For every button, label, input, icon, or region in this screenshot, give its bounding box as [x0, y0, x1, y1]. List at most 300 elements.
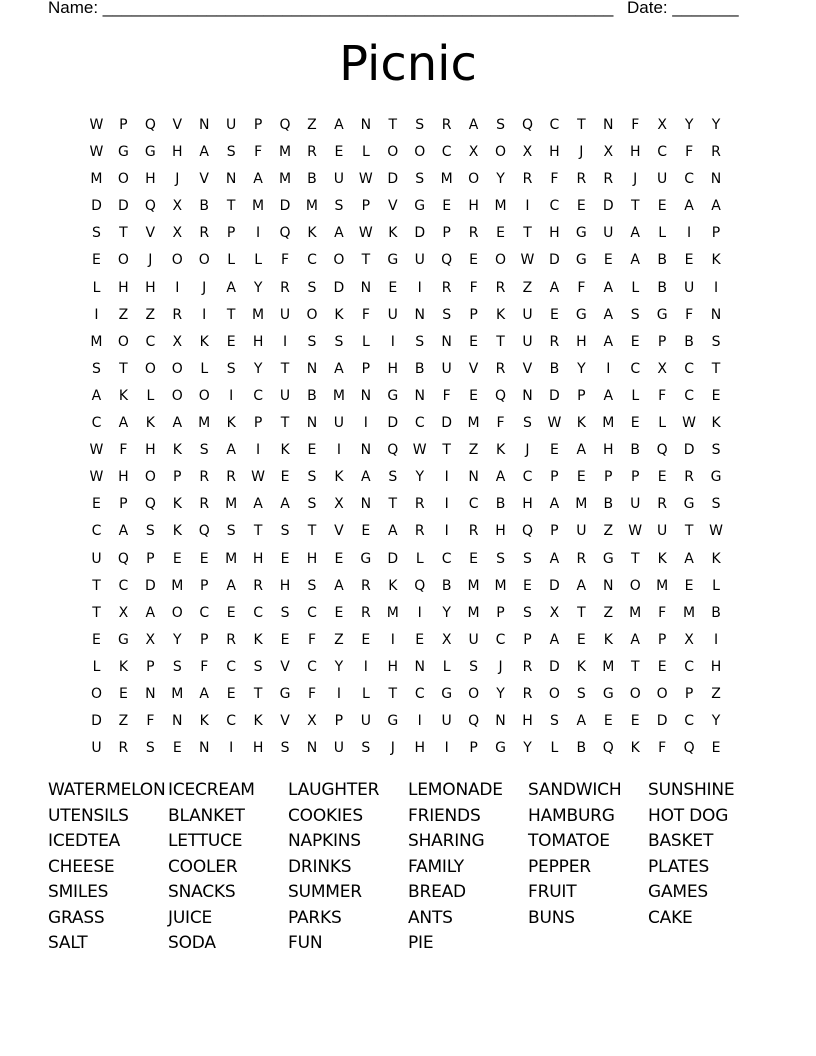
grid-letter[interactable]: S [226, 523, 236, 540]
grid-letter[interactable]: X [172, 198, 183, 215]
grid-letter[interactable]: M [171, 577, 184, 594]
grid-letter[interactable]: G [575, 225, 587, 242]
grid-letter[interactable]: N [306, 360, 318, 377]
grid-letter[interactable]: L [658, 415, 667, 432]
grid-letter[interactable]: R [226, 631, 237, 648]
grid-letter[interactable]: D [279, 198, 291, 215]
grid-letter[interactable]: R [226, 469, 237, 486]
grid-letter[interactable]: S [307, 577, 317, 594]
grid-letter[interactable]: F [685, 306, 694, 323]
grid-letter[interactable]: S [630, 306, 640, 323]
grid-letter[interactable]: T [388, 496, 398, 513]
grid-letter[interactable]: X [172, 225, 183, 242]
grid-letter[interactable]: T [496, 333, 505, 350]
grid-letter[interactable]: P [119, 496, 128, 513]
grid-letter[interactable]: N [360, 387, 372, 404]
grid-letter[interactable]: U [603, 225, 614, 242]
grid-letter[interactable]: N [710, 306, 722, 323]
grid-letter[interactable]: F [119, 442, 128, 459]
grid-letter[interactable]: Y [496, 685, 505, 702]
grid-letter[interactable]: M [602, 415, 615, 432]
grid-letter[interactable]: F [685, 144, 694, 161]
grid-letter[interactable]: X [657, 117, 667, 133]
grid-letter[interactable]: W [89, 469, 104, 486]
grid-letter[interactable]: C [684, 713, 694, 730]
grid-letter[interactable]: S [307, 469, 317, 486]
grid-letter[interactable]: P [657, 631, 667, 648]
grid-letter[interactable]: P [711, 225, 721, 242]
grid-letter[interactable]: O [468, 685, 480, 702]
grid-letter[interactable]: M [278, 171, 292, 188]
grid-letter[interactable]: A [118, 523, 129, 540]
grid-letter[interactable]: E [711, 740, 721, 757]
grid-letter[interactable]: P [657, 333, 667, 350]
grid-letter[interactable]: M [252, 198, 265, 215]
grid-letter[interactable]: E [657, 198, 667, 215]
grid-letter[interactable]: H [710, 658, 722, 675]
grid-letter[interactable]: B [199, 198, 210, 215]
grid-letter[interactable]: Q [279, 225, 291, 242]
grid-letter[interactable]: K [172, 496, 182, 513]
grid-letter[interactable]: E [657, 658, 667, 675]
grid-letter[interactable]: E [307, 442, 317, 459]
grid-letter[interactable]: M [225, 496, 238, 513]
grid-letter[interactable]: F [550, 171, 559, 188]
grid-letter[interactable]: N [145, 685, 156, 702]
grid-letter[interactable]: R [576, 171, 587, 188]
grid-letter[interactable]: A [495, 469, 506, 486]
grid-letter[interactable]: T [630, 550, 640, 567]
grid-letter[interactable]: H [387, 360, 399, 377]
grid-letter[interactable]: E [603, 713, 613, 730]
grid-letter[interactable]: I [229, 387, 234, 404]
grid-letter[interactable]: E [199, 550, 209, 567]
grid-letter[interactable]: U [441, 713, 452, 730]
grid-letter[interactable]: F [631, 117, 640, 133]
grid-letter[interactable]: S [415, 117, 425, 133]
grid-letter[interactable]: B [495, 496, 506, 513]
grid-letter[interactable]: S [523, 415, 532, 432]
grid-letter[interactable]: A [253, 171, 263, 188]
grid-letter[interactable]: D [387, 550, 399, 567]
grid-letter[interactable]: J [148, 252, 153, 269]
grid-letter[interactable]: W [709, 523, 723, 540]
grid-letter[interactable]: U [91, 740, 102, 757]
grid-letter[interactable]: U [387, 306, 398, 323]
grid-letter[interactable]: N [468, 469, 479, 486]
grid-letter[interactable]: W [89, 117, 104, 133]
grid-letter[interactable]: E [469, 550, 479, 567]
grid-letter[interactable]: K [495, 442, 506, 459]
grid-letter[interactable]: E [118, 685, 128, 702]
grid-letter[interactable]: E [469, 387, 479, 404]
grid-letter[interactable]: K [172, 442, 182, 459]
grid-letter[interactable]: K [495, 306, 506, 323]
grid-letter[interactable]: S [307, 333, 317, 350]
grid-letter[interactable]: H [145, 279, 156, 296]
grid-letter[interactable]: W [628, 523, 643, 540]
grid-letter[interactable]: G [117, 631, 129, 648]
grid-letter[interactable]: C [253, 387, 263, 404]
grid-letter[interactable]: K [576, 658, 586, 675]
grid-letter[interactable]: A [630, 225, 640, 242]
grid-letter[interactable]: V [334, 523, 344, 540]
grid-letter[interactable]: W [412, 442, 427, 459]
grid-letter[interactable]: D [387, 171, 399, 188]
grid-letter[interactable]: P [253, 415, 263, 432]
grid-letter[interactable]: F [577, 279, 586, 296]
grid-letter[interactable]: S [334, 333, 344, 350]
grid-letter[interactable]: O [171, 604, 183, 621]
grid-letter[interactable]: M [575, 496, 588, 513]
grid-letter[interactable]: C [684, 658, 694, 675]
grid-letter[interactable]: D [549, 387, 560, 404]
grid-letter[interactable]: J [633, 171, 638, 188]
grid-letter[interactable]: C [495, 631, 506, 648]
grid-letter[interactable]: W [89, 144, 104, 161]
grid-letter[interactable]: R [441, 279, 452, 296]
grid-letter[interactable]: R [199, 469, 210, 486]
grid-letter[interactable]: A [603, 279, 614, 296]
grid-letter[interactable]: C [684, 171, 694, 188]
grid-letter[interactable]: A [280, 496, 290, 513]
grid-letter[interactable]: O [144, 360, 156, 377]
grid-letter[interactable]: C [145, 333, 156, 350]
grid-letter[interactable]: U [657, 171, 668, 188]
grid-letter[interactable]: M [467, 604, 480, 621]
date-field[interactable]: Date: _______ [627, 0, 739, 17]
grid-letter[interactable]: Q [656, 442, 668, 459]
grid-letter[interactable]: E [92, 496, 101, 513]
grid-letter[interactable]: B [630, 442, 641, 459]
grid-letter[interactable]: S [415, 333, 425, 350]
grid-letter[interactable]: Q [387, 442, 399, 459]
grid-letter[interactable]: R [711, 144, 721, 161]
grid-letter[interactable]: R [172, 306, 183, 323]
grid-letter[interactable]: A [684, 550, 694, 567]
grid-letter[interactable]: R [199, 225, 210, 242]
grid-letter[interactable]: R [495, 360, 506, 377]
grid-letter[interactable]: A [334, 117, 344, 133]
grid-letter[interactable]: P [684, 685, 694, 702]
grid-letter[interactable]: L [254, 252, 262, 269]
grid-letter[interactable]: S [92, 225, 101, 242]
grid-letter[interactable]: H [118, 279, 129, 296]
grid-letter[interactable]: K [603, 631, 613, 648]
grid-letter[interactable]: E [172, 740, 182, 757]
grid-letter[interactable]: D [549, 577, 560, 594]
grid-letter[interactable]: M [252, 306, 265, 323]
grid-letter[interactable]: M [467, 415, 480, 432]
grid-letter[interactable]: G [575, 306, 587, 323]
grid-letter[interactable]: F [469, 279, 478, 296]
grid-letter[interactable]: P [577, 387, 586, 404]
grid-letter[interactable]: M [90, 171, 103, 188]
grid-letter[interactable]: C [414, 415, 425, 432]
grid-letter[interactable]: M [386, 604, 399, 621]
grid-letter[interactable]: U [279, 387, 291, 404]
grid-letter[interactable]: N [603, 577, 614, 594]
grid-letter[interactable]: R [360, 604, 371, 621]
grid-letter[interactable]: C [522, 469, 533, 486]
grid-letter[interactable]: D [549, 252, 560, 269]
grid-letter[interactable]: S [361, 740, 371, 757]
grid-letter[interactable]: W [89, 442, 104, 459]
grid-letter[interactable]: I [390, 631, 395, 648]
grid-letter[interactable]: L [200, 360, 209, 377]
grid-letter[interactable]: H [549, 144, 560, 161]
grid-letter[interactable]: K [711, 550, 721, 567]
grid-letter[interactable]: O [144, 469, 156, 486]
grid-letter[interactable]: D [656, 713, 668, 730]
grid-letter[interactable]: M [198, 415, 211, 432]
grid-letter[interactable]: O [548, 685, 560, 702]
grid-letter[interactable]: U [333, 171, 345, 188]
grid-letter[interactable]: Z [334, 631, 344, 648]
grid-letter[interactable]: U [414, 252, 425, 269]
grid-letter[interactable]: N [225, 171, 237, 188]
grid-letter[interactable]: N [198, 117, 210, 133]
grid-letter[interactable]: D [414, 225, 426, 242]
grid-letter[interactable]: E [92, 252, 101, 269]
grid-letter[interactable]: A [334, 360, 344, 377]
grid-letter[interactable]: C [549, 117, 560, 133]
grid-letter[interactable]: K [711, 252, 721, 269]
grid-letter[interactable]: O [117, 333, 129, 350]
grid-letter[interactable]: Z [145, 306, 156, 323]
grid-letter[interactable]: Y [711, 117, 721, 133]
grid-letter[interactable]: O [171, 387, 183, 404]
grid-letter[interactable]: S [307, 279, 317, 296]
grid-letter[interactable]: Q [441, 252, 453, 269]
grid-letter[interactable]: S [280, 604, 290, 621]
grid-letter[interactable]: O [333, 252, 345, 269]
grid-letter[interactable]: C [226, 713, 237, 730]
grid-letter[interactable]: N [603, 117, 614, 133]
grid-letter[interactable]: E [226, 333, 236, 350]
grid-letter[interactable]: R [280, 279, 290, 296]
grid-letter[interactable]: K [307, 225, 317, 242]
grid-letter[interactable]: G [683, 496, 695, 513]
grid-letter[interactable]: W [358, 171, 373, 188]
grid-letter[interactable]: S [172, 658, 182, 675]
grid-letter[interactable]: Y [415, 469, 424, 486]
grid-letter[interactable]: O [495, 144, 507, 161]
grid-letter[interactable]: I [202, 306, 207, 323]
grid-letter[interactable]: X [145, 631, 156, 648]
grid-letter[interactable]: F [307, 685, 316, 702]
grid-letter[interactable]: E [280, 550, 290, 567]
grid-letter[interactable]: R [522, 658, 533, 675]
grid-letter[interactable]: M [602, 658, 615, 675]
grid-letter[interactable]: R [468, 523, 479, 540]
grid-letter[interactable]: S [145, 740, 155, 757]
grid-letter[interactable]: E [415, 631, 425, 648]
grid-letter[interactable]: T [307, 523, 317, 540]
grid-letter[interactable]: Z [711, 685, 721, 702]
grid-letter[interactable]: D [144, 577, 156, 594]
grid-letter[interactable]: F [658, 604, 667, 621]
grid-letter[interactable]: C [468, 496, 479, 513]
grid-letter[interactable]: C [630, 360, 641, 377]
grid-letter[interactable]: A [603, 306, 614, 323]
grid-letter[interactable]: I [229, 740, 234, 757]
grid-letter[interactable]: X [307, 713, 317, 730]
grid-letter[interactable]: L [631, 279, 640, 296]
name-field[interactable]: Name: ______________________________________________________ [48, 0, 614, 17]
grid-letter[interactable]: C [199, 604, 210, 621]
grid-letter[interactable]: Y [253, 279, 263, 296]
grid-letter[interactable]: Q [279, 117, 291, 133]
grid-letter[interactable]: S [711, 442, 721, 459]
grid-letter[interactable]: W [547, 415, 562, 432]
grid-letter[interactable]: A [199, 144, 209, 161]
grid-letter[interactable]: T [442, 442, 451, 459]
grid-letter[interactable]: D [441, 415, 453, 432]
grid-letter[interactable]: J [498, 658, 503, 675]
grid-letter[interactable]: H [279, 577, 291, 594]
grid-letter[interactable]: I [444, 469, 449, 486]
grid-letter[interactable]: N [198, 740, 210, 757]
grid-letter[interactable]: M [656, 577, 669, 594]
grid-letter[interactable]: T [711, 360, 721, 377]
grid-letter[interactable]: B [711, 604, 721, 621]
grid-letter[interactable]: Z [522, 279, 533, 296]
grid-letter[interactable]: D [333, 279, 345, 296]
grid-letter[interactable]: A [253, 496, 263, 513]
grid-letter[interactable]: I [256, 225, 261, 242]
grid-letter[interactable]: A [576, 442, 587, 459]
grid-letter[interactable]: Q [683, 740, 695, 757]
grid-letter[interactable]: F [442, 387, 451, 404]
grid-letter[interactable]: N [441, 333, 452, 350]
grid-letter[interactable]: O [495, 252, 507, 269]
grid-letter[interactable]: X [118, 604, 129, 621]
grid-letter[interactable]: O [468, 171, 480, 188]
grid-letter[interactable]: S [388, 469, 398, 486]
grid-letter[interactable]: T [92, 577, 101, 594]
grid-letter[interactable]: A [361, 469, 371, 486]
grid-letter[interactable]: H [576, 333, 587, 350]
grid-letter[interactable]: T [630, 658, 640, 675]
grid-letter[interactable]: K [388, 577, 398, 594]
grid-letter[interactable]: E [280, 469, 290, 486]
grid-letter[interactable]: H [522, 713, 533, 730]
grid-letter[interactable]: Q [414, 577, 426, 594]
grid-letter[interactable]: R [657, 496, 668, 513]
grid-letter[interactable]: B [603, 496, 614, 513]
grid-letter[interactable]: I [444, 496, 449, 513]
grid-letter[interactable]: U [441, 360, 452, 377]
grid-letter[interactable]: I [444, 740, 449, 757]
grid-letter[interactable]: G [360, 550, 372, 567]
grid-letter[interactable]: U [226, 117, 237, 133]
grid-letter[interactable]: Y [442, 604, 451, 621]
grid-letter[interactable]: F [658, 387, 667, 404]
grid-letter[interactable]: F [146, 713, 155, 730]
grid-letter[interactable]: X [603, 144, 614, 161]
grid-letter[interactable]: I [713, 279, 719, 296]
grid-letter[interactable]: J [390, 740, 395, 757]
grid-letter[interactable]: Z [603, 523, 614, 540]
grid-letter[interactable]: S [496, 550, 505, 567]
grid-letter[interactable]: H [468, 198, 479, 215]
grid-letter[interactable]: G [495, 740, 506, 757]
grid-letter[interactable]: D [91, 198, 102, 215]
grid-letter[interactable]: O [629, 685, 641, 702]
grid-letter[interactable]: U [468, 631, 479, 648]
grid-letter[interactable]: G [414, 198, 426, 215]
grid-letter[interactable]: K [334, 469, 344, 486]
grid-letter[interactable]: R [603, 171, 614, 188]
grid-letter[interactable]: R [360, 577, 371, 594]
grid-letter[interactable]: A [630, 631, 640, 648]
grid-letter[interactable]: H [118, 469, 129, 486]
grid-letter[interactable]: A [549, 631, 560, 648]
grid-letter[interactable]: N [306, 415, 318, 432]
grid-letter[interactable]: S [280, 523, 290, 540]
grid-letter[interactable]: Y [334, 658, 344, 675]
grid-letter[interactable]: S [226, 360, 236, 377]
grid-letter[interactable]: K [576, 415, 586, 432]
grid-letter[interactable]: K [280, 442, 290, 459]
grid-letter[interactable]: U [657, 523, 668, 540]
grid-letter[interactable]: Q [198, 523, 210, 540]
grid-letter[interactable]: P [550, 523, 559, 540]
grid-letter[interactable]: H [145, 442, 156, 459]
grid-letter[interactable]: D [549, 658, 560, 675]
grid-letter[interactable]: D [683, 442, 695, 459]
grid-letter[interactable]: A [226, 279, 236, 296]
grid-letter[interactable]: E [603, 252, 613, 269]
grid-letter[interactable]: Q [468, 713, 480, 730]
grid-letter[interactable]: K [199, 713, 209, 730]
grid-letter[interactable]: O [198, 252, 210, 269]
grid-letter[interactable]: P [550, 469, 559, 486]
grid-letter[interactable]: F [281, 252, 290, 269]
grid-letter[interactable]: P [226, 225, 236, 242]
grid-letter[interactable]: M [629, 604, 642, 621]
grid-letter[interactable]: P [361, 360, 371, 377]
grid-letter[interactable]: T [361, 252, 371, 269]
grid-letter[interactable]: W [682, 415, 697, 432]
grid-letter[interactable]: S [253, 658, 263, 675]
grid-letter[interactable]: K [657, 550, 667, 567]
grid-letter[interactable]: A [334, 225, 344, 242]
grid-letter[interactable]: Y [577, 360, 586, 377]
grid-letter[interactable]: R [522, 171, 533, 188]
grid-letter[interactable]: A [630, 252, 640, 269]
grid-letter[interactable]: I [390, 333, 395, 350]
grid-letter[interactable]: Z [468, 442, 479, 459]
grid-letter[interactable]: I [256, 442, 261, 459]
grid-letter[interactable]: E [711, 387, 721, 404]
grid-letter[interactable]: S [92, 360, 101, 377]
grid-letter[interactable]: R [118, 740, 129, 757]
grid-letter[interactable]: C [414, 685, 425, 702]
grid-letter[interactable]: E [334, 144, 344, 161]
grid-letter[interactable]: O [387, 144, 399, 161]
grid-letter[interactable]: E [657, 469, 667, 486]
grid-letter[interactable]: C [657, 144, 668, 161]
grid-letter[interactable]: C [118, 577, 129, 594]
grid-letter[interactable]: C [91, 415, 102, 432]
grid-letter[interactable]: A [226, 442, 236, 459]
grid-letter[interactable]: V [522, 360, 533, 377]
grid-letter[interactable]: O [198, 387, 210, 404]
grid-letter[interactable]: H [387, 658, 399, 675]
grid-letter[interactable]: T [253, 685, 263, 702]
